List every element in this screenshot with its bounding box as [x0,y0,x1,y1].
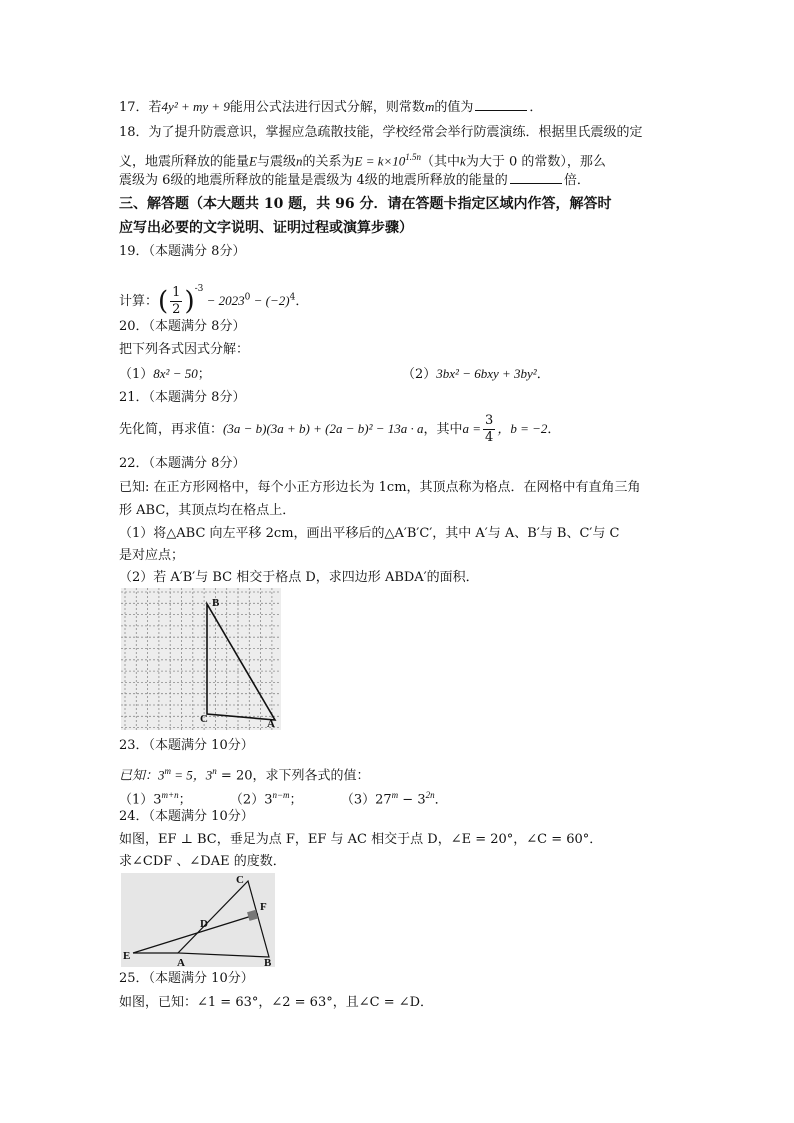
q23-parts: $(1)3^{m+n}$； $(2)3^{n-m}$； $(3)27^m - 3^{2n}$． [119,790,448,808]
q19-header: 19．（本题满分 8分） [119,244,246,259]
q24-header: 24．（本题满分 10分） [119,809,254,824]
q22-line-5: （2）若 A′B′与 BC 相交于格点 D，求四边形 ABDA′的面积． [119,570,479,585]
q22-line-1: 已知: 在正方形网格中，每个小正方形边长为 1cm，其顶点称为格点．在网格中有直角三角 [119,480,641,495]
section-3-heading: 三、解答题（本大题共 10 题，共 96 分．请在答题卡指定区域内作答，解答时 [119,196,612,212]
q17-text: 能用公式法进行因式分解，则常数 [229,100,425,115]
label-e: E [123,950,131,962]
q19-fraction: $\frac{1}{2}$ [172,285,181,317]
q22-line-4: 是对应点； [119,548,185,563]
question-17: 17．若4y² + my + 9能用公式法进行因式分解，则常数m的值为 ． [119,99,543,115]
q22-grid-figure [121,588,281,730]
q19-expression: 计算：( $\frac{1}{2}$ )$^{-3} - 2023^0 - (-2)^4$． [119,284,309,317]
q21-expression: 先化简，再求值：(3a − b)(3a + b) + (2a − b)² − 13a · a，其中a = $\frac{3}{4}$ ，b = −2． [119,413,561,445]
label-c: C [200,713,208,725]
q22-line-3: （1）将△ABC 向左平移 2cm，画出平移后的△A′B′C′，其中 A′与 A、B′与 B、C′与 C [119,526,620,541]
q21-fraction: $\frac{3}{4}$ [485,413,494,445]
label-f: F [260,901,267,913]
q20-part-2: （2）3bx² − 6bxy + 3by²． [402,366,550,382]
q20-header: 20．（本题满分 8分） [119,319,246,334]
label-a: A [267,718,275,730]
q18-line-1: 18．为了提升防震意识，掌握应急疏散技能，学校经常会举行防震演练．根据里氏震级的定 [119,125,643,140]
q23-header: 23．（本题满分 10分） [119,738,254,753]
q21-header: 21．（本题满分 8分） [119,390,246,405]
label-d: D [200,918,208,930]
q17-variable: m [424,99,435,114]
label-c: C [236,874,244,886]
section-3-heading-cont: 应写出必要的文字说明、证明过程或演算步骤） [119,220,413,236]
q20-intro: 把下列各式因式分解： [119,342,250,357]
label-b: B [212,597,220,609]
q20-part-1: （1）8x² − 50； [119,366,211,382]
q22-line-2: 形 ABC，其顶点均在格点上． [119,503,296,518]
q22-header: 22．（本题满分 8分） [119,456,246,471]
q17-expression: 4y² + my + 9 [161,99,230,114]
q17-number: 17．若 [119,100,162,115]
q23-given: 已知：$3^m = 5$，$3^n = 20$，求下列各式的值： [119,766,370,784]
label-b: B [264,957,272,967]
q24-line-1: 如图，EF ⊥ BC，垂足为点 F，EF 与 AC 相交于点 D，∠E = 20°，∠C = 60°． [119,832,603,847]
q24-line-2: 求∠CDF 、∠DAE 的度数． [119,854,286,869]
q17-answer-blank[interactable] [475,98,527,111]
q18-line-3: 震级为 6级的地震所释放的能量是震级为 4级的地震所释放的能量的 倍． [119,173,590,188]
q25-header: 25．（本题满分 10分） [119,971,254,986]
q18-answer-blank[interactable] [510,171,562,184]
label-a: A [177,957,185,967]
q24-triangle-figure [121,873,275,967]
q17-tail: 的值为 [434,100,474,115]
q18-formula: E = k×10 [354,153,406,169]
q25-line-1: 如图，已知：∠1 = 63°，∠2 = 63°，且∠C = ∠D． [119,995,434,1010]
q18-line-2: 义，地震所释放的能量E与震级n的关系为$E = k\times 10^{1.5n}$（其中k为大于 0 的常数），那么 [119,152,606,170]
